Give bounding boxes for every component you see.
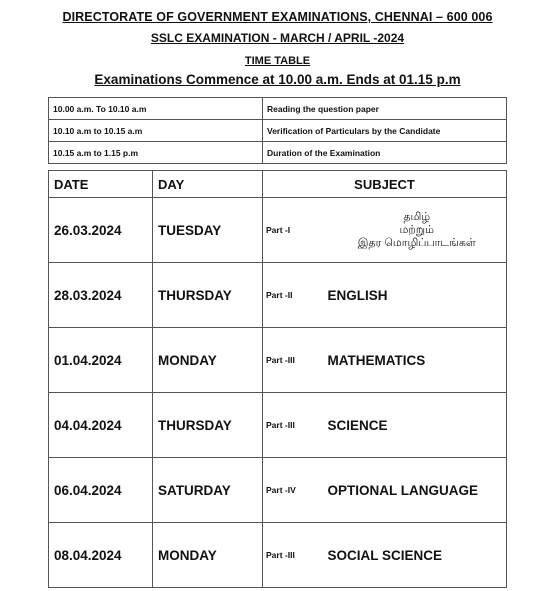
timing-activity: Duration of the Examination	[263, 142, 507, 164]
schedule-header-row	[49, 171, 507, 198]
table-row	[49, 263, 507, 328]
exam-date: 01.04.2024	[49, 328, 153, 393]
table-row	[49, 523, 507, 588]
exam-date: 28.03.2024	[49, 263, 153, 328]
table-row	[49, 328, 507, 393]
exam-date: 26.03.2024	[49, 198, 153, 263]
timing-row	[49, 120, 507, 142]
exam-date: 06.04.2024	[49, 458, 153, 523]
exam-day: MONDAY	[153, 523, 263, 588]
exam-title: SSLC EXAMINATION - MARCH / APRIL -2024	[150, 31, 405, 45]
timing-time: 10.15 a.m to 1.15 p.m	[49, 142, 263, 164]
timing-time: 10.00 a.m. To 10.10 a.m	[49, 98, 263, 120]
timing-activity: Reading the question paper	[263, 98, 507, 120]
exam-date: 04.04.2024	[49, 393, 153, 458]
exam-day: TUESDAY	[153, 198, 263, 263]
timetable-heading: TIME TABLE	[244, 55, 311, 67]
exam-day: THURSDAY	[153, 393, 263, 458]
timings-table	[48, 97, 507, 164]
subject-column-header: SUBJECT	[263, 171, 507, 198]
exam-part: Part -I	[263, 198, 326, 263]
exam-day: SATURDAY	[153, 458, 263, 523]
timing-row	[49, 142, 507, 164]
exam-part: Part -III	[263, 393, 326, 458]
timing-activity: Verification of Particulars by the Candidate	[263, 120, 507, 142]
exam-day: MONDAY	[153, 328, 263, 393]
exam-part: Part -IV	[263, 458, 326, 523]
exam-subject: OPTIONAL LANGUAGE	[326, 458, 507, 523]
exam-part: Part -III	[263, 523, 326, 588]
exam-part: Part -II	[263, 263, 326, 328]
exam-date: 08.04.2024	[49, 523, 153, 588]
exam-day: THURSDAY	[153, 263, 263, 328]
timing-row	[49, 98, 507, 120]
table-row	[49, 458, 507, 523]
exam-subject: ENGLISH	[326, 263, 507, 328]
exam-subject: SOCIAL SCIENCE	[326, 523, 507, 588]
date-column-header: DATE	[49, 171, 153, 198]
exam-timing-note: Examinations Commence at 10.00 a.m. Ends at 01.15 p.m	[94, 72, 461, 87]
exam-subject	[326, 198, 507, 263]
subject-line: இதர மொழிப்பாடங்கள்	[357, 236, 476, 249]
timing-time: 10.10 a.m to 10.15 a.m	[49, 120, 263, 142]
day-column-header: DAY	[153, 171, 263, 198]
exam-subject: MATHEMATICS	[326, 328, 507, 393]
directorate-title: DIRECTORATE OF GOVERNMENT EXAMINATIONS, CHENNAI – 600 006	[62, 10, 493, 24]
schedule-table	[48, 170, 507, 588]
subject-line: தமிழ்	[403, 210, 431, 223]
table-row	[49, 393, 507, 458]
exam-subject: SCIENCE	[326, 393, 507, 458]
exam-part: Part -III	[263, 328, 326, 393]
subject-line: மற்றும்	[399, 223, 434, 236]
table-row	[49, 198, 507, 263]
